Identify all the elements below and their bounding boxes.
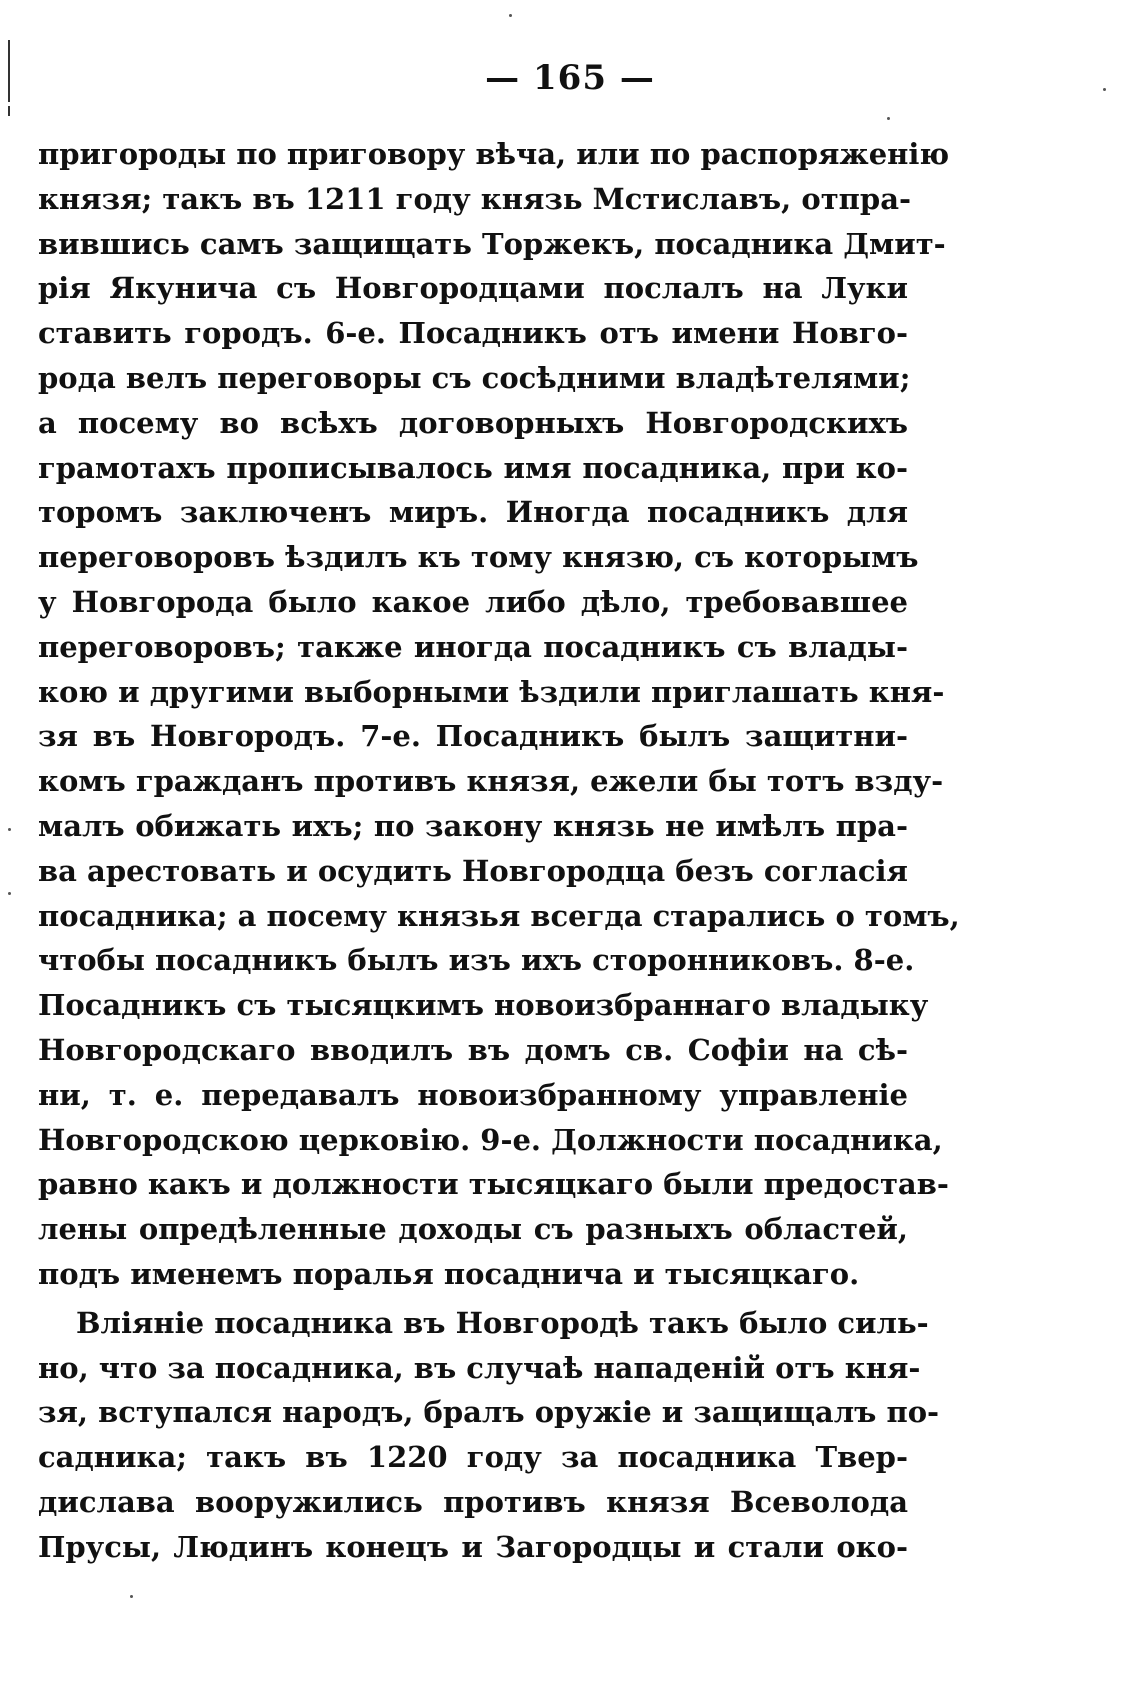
- scan-speck: [509, 14, 512, 17]
- text-line: равно какъ и должности тысяцкаго были предостав-: [38, 1167, 949, 1202]
- text-line: рода велъ переговоры съ сосѣдними владѣтелями;: [38, 360, 911, 395]
- paragraph-1: [38, 132, 960, 1297]
- text-line: малъ обижать ихъ; по закону князь не имѣлъ пра-: [38, 808, 908, 843]
- text-line: Вліяніе посадника въ Новгородѣ такъ было силь-: [76, 1305, 929, 1340]
- page-number: — 165 —: [485, 58, 655, 98]
- scan-edge-tick: [8, 106, 10, 116]
- text-line: пригороды по приговору вѣча, или по распоряженію: [38, 137, 950, 171]
- scan-speck: [130, 1595, 133, 1598]
- text-line: садника; такъ въ 1220 году за посадника Твер-: [38, 1440, 908, 1475]
- text-line: Новгородскою церковію. 9-е. Должности посадника,: [38, 1122, 943, 1157]
- text-line: Посадникъ съ тысяцкимъ новоизбраннаго владыку: [38, 988, 929, 1023]
- text-line: лены опредѣленные доходы съ разныхъ областей,: [38, 1212, 908, 1247]
- text-line: грамотахъ прописывалось имя посадника, при ко-: [38, 450, 908, 485]
- body-text: [38, 132, 960, 1570]
- text-line: князя; такъ въ 1211 году князь Мстиславъ, отпра-: [38, 181, 912, 216]
- scan-speck: [8, 892, 11, 895]
- text-line: переговоровъ; также иногда посадникъ съ влады-: [38, 629, 908, 664]
- text-line: зя въ Новгородъ. 7-е. Посадникъ былъ защитни-: [38, 719, 908, 754]
- text-line: посадника; а посему князья всегда старались о томъ,: [38, 898, 960, 933]
- scan-speck: [8, 828, 11, 831]
- text-line: Прусы, Людинъ конецъ и Загородцы и стали око-: [38, 1529, 908, 1564]
- text-line: дислава вооружились противъ князя Всеволода: [38, 1484, 908, 1519]
- text-line: торомъ заключенъ миръ. Иногда посадникъ для: [38, 495, 908, 530]
- text-line: рія Якунича съ Новгородцами послалъ на Луки: [38, 271, 908, 306]
- text-line: а посему во всѣхъ договорныхъ Новгородскихъ: [38, 405, 908, 440]
- text-line: вившись самъ защищать Торжекъ, посадника Дмит-: [38, 226, 946, 261]
- text-line: у Новгорода было какое либо дѣло, требовавшее: [38, 584, 908, 619]
- paragraph-2: [38, 1301, 940, 1570]
- text-line: переговоровъ ѣздилъ къ тому князю, съ которымъ: [38, 540, 919, 575]
- scan-speck: [887, 117, 890, 120]
- text-line: ставить городъ. 6-е. Посадникъ отъ имени Новго-: [38, 316, 908, 351]
- text-line: комъ гражданъ противъ князя, ежели бы тотъ взду-: [38, 764, 944, 799]
- text-line: зя, вступался народъ, бралъ оружіе и защищалъ по-: [38, 1395, 940, 1430]
- text-line: ва арестовать и осудить Новгородца безъ согласія: [38, 853, 908, 888]
- text-line: кою и другими выборными ѣздили приглашать кня-: [38, 674, 945, 709]
- text-line: чтобы посадникъ былъ изъ ихъ сторонниковъ. 8-е.: [38, 943, 915, 978]
- text-line: но, что за посадника, въ случаѣ нападеній отъ кня-: [38, 1350, 921, 1385]
- text-line: подъ именемъ поралья посаднича и тысяцкаго.: [38, 1256, 860, 1291]
- text-line: ни, т. е. передавалъ новоизбранному управленіе: [38, 1077, 908, 1112]
- text-line: Новгородскаго вводилъ въ домъ св. Софіи на сѣ-: [38, 1032, 908, 1067]
